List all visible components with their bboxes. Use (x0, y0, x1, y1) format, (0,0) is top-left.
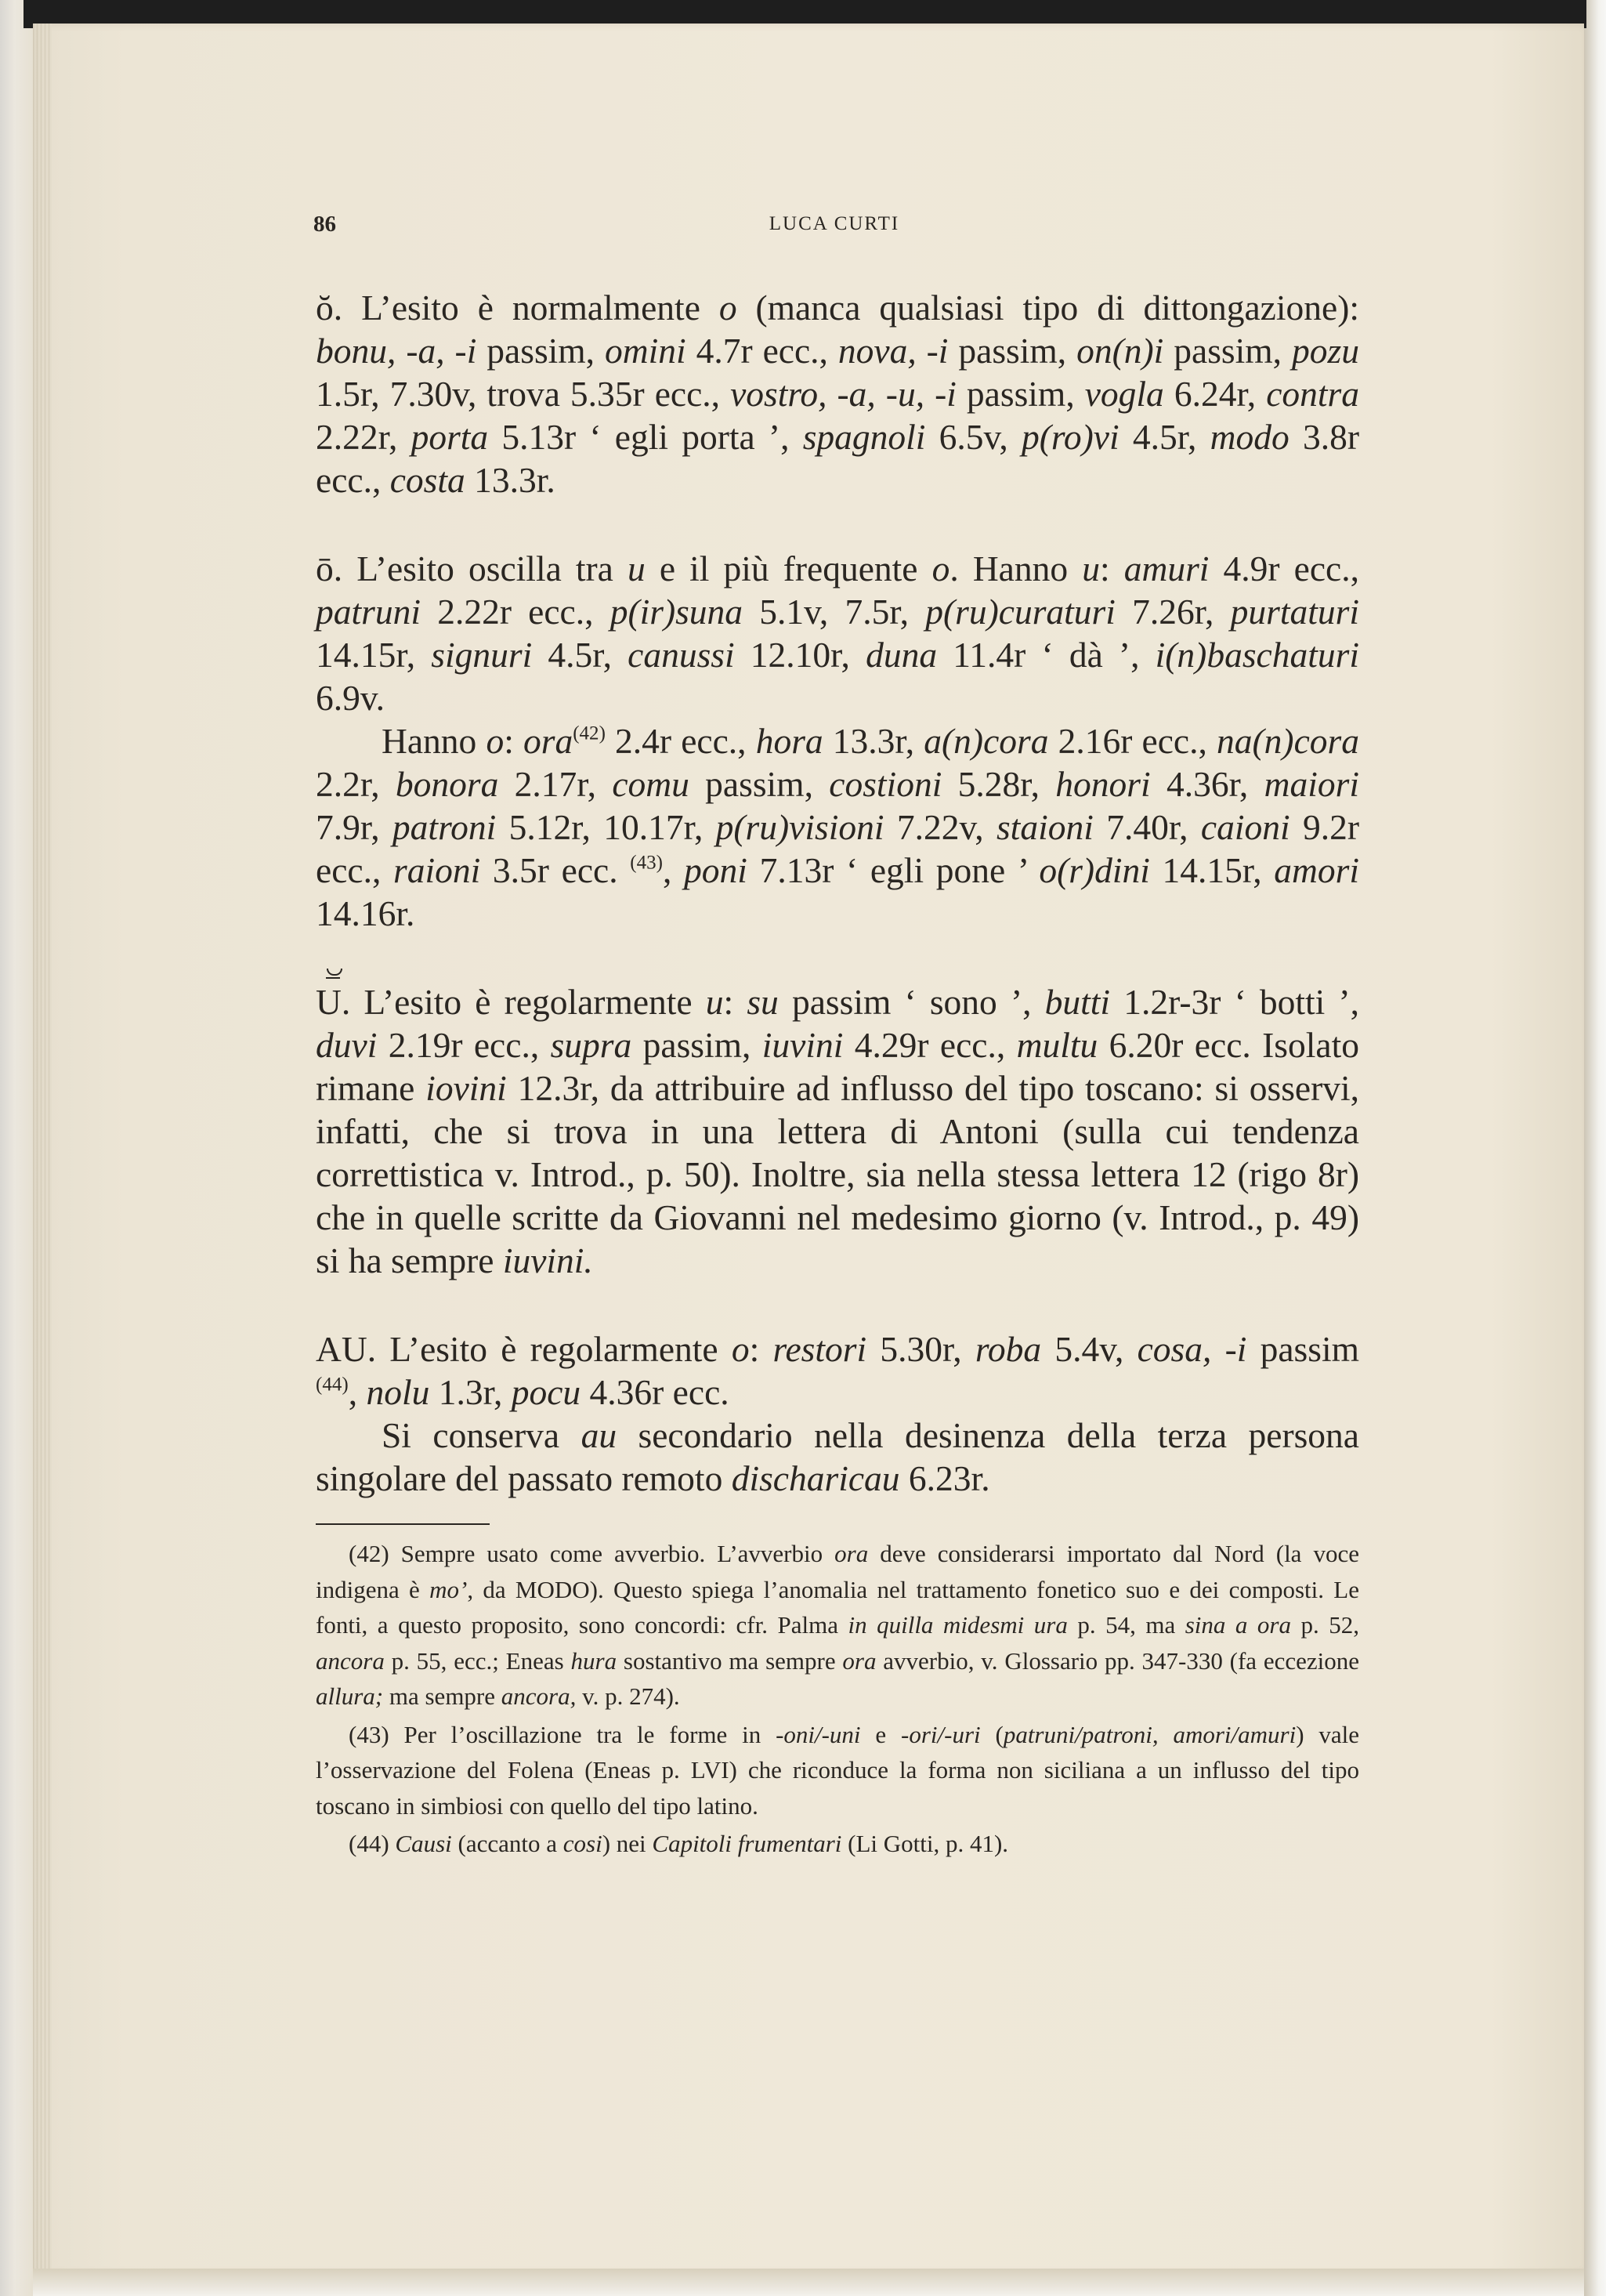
footnotes (316, 1536, 1359, 1862)
section-head: ō. (316, 549, 343, 588)
scan-background-left (0, 0, 33, 2296)
paragraph-o-long: ō. L’esito oscilla tra u e il più frequente o. Hanno u: amuri 4.9r ecc., patruni 2.22r ecc., p(ir)suna 5.1v, 7.5r, p(ru)curaturi 7.26r, purtaturi 14.15r, signuri 4.5r, canussi 12.10r, duna 11.4r ‘ dà ’, i(n)baschaturi 6.9v. (316, 549, 1359, 718)
footnote-43: (43) Per l’oscillazione tra le forme in -oni/-uni e -ori/-uri (patruni/patroni, amori/amuri) vale l’osservazione del Folena (Eneas p. LVI) che riconduce la forma non siciliana a un influsso del tipo toscano in simbiosi con quello del tipo latino. (316, 1720, 1359, 1820)
scan-background-right (1582, 0, 1606, 2296)
page-header (313, 212, 1355, 243)
running-title: LUCA CURTI (769, 213, 900, 234)
page-stack-edges (33, 24, 52, 2274)
paragraph-o-long-continued: Hanno o: ora$^{(42)}$ 2.4r ecc., hora 13.3r, a(n)cora 2.16r ecc., na(n)cora 2.2r, bonora 2.17r, comu passim, costioni 5.28r, honori 4.36r, maiori 7.9r, patroni 5.12r, 10.17r, p(ru)visioni 7.22v, staioni 7.40r, caioni 9.2r ecc., raioni 3.5r ecc. $^{(43)}$, poni 7.13r ‘ egli pone ’ o(r)dini 14.15r, amori 14.16r. (316, 721, 1359, 933)
paragraph-au: AU. L’esito è regolarmente o: restori 5.30r, roba 5.4v, cosa, -i passim $^{(44)}$, nolu 1.3r, pocu 4.36r ecc. (316, 1329, 1359, 1412)
section-head: U. (316, 982, 351, 1022)
main-text (316, 286, 1359, 1862)
page-number: 86 (313, 212, 336, 237)
footnote-ref-44: (44) (316, 1374, 349, 1396)
paragraph-o-short: ŏ. L’esito è normalmente o (manca qualsiasi tipo di dittongazione): bonu, -a, -i passim, omini 4.7r ecc., nova, -i passim, on(n)i passim, pozu 1.5r, 7.30v, trova 5.35r ecc., vostro, -a, -u, -i passim, vogla 6.24r, contra 2.22r, porta 5.13r ‘ egli porta ’, spagnoli 6.5v, p(ro)vi 4.5r, modo 3.8r ecc., costa 13.3r. (316, 288, 1359, 500)
section-head: AU. (316, 1329, 377, 1369)
paragraph-u-short: U. L’esito è regolarmente u: su passim ‘ sono ’, butti 1.2r-3r ‘ botti ’, duvi 2.19r ecc., supra passim, iuvini 4.29r ecc., multu 6.20r ecc. Isolato rimane iovini 12.3r, da attribuire ad influsso del tipo toscano: si osservi, infatti, che si trova in una lettera di Antoni (sulla cui tendenza correttistica v. Introd., p. 50). Inoltre, sia nella stessa lettera 12 (rigo 8r) che in quelle scritte da Giovanni nel medesimo giorno (v. Introd., p. 49) si ha sempre iuvini. (316, 982, 1360, 1280)
footnote-42: (42) Sempre usato come avverbio. L’avverbio ora deve considerarsi importato dal Nord (la voce indigena è mo’, da MODO). Questo spiega l’anomalia nel trattamento fonetico suo e dei composti. Le fonti, a questo proposito, sono concordi: cfr. Palma in quilla midesmi ura p. 54, ma sina a ora p. 52, ancora p. 55, ecc.; Eneas hura sostantivo ma sempre ora avverbio, v. Glossario pp. 347-330 (fa eccezione allura; ma sempre ancora, v. p. 274). (316, 1540, 1360, 1710)
section-head: ŏ. (316, 288, 343, 328)
footnote-44: (44) Causi (accanto a cosi) nei Capitoli frumentari (Li Gotti, p. 41). (349, 1830, 1009, 1857)
scan-bottom-edge (33, 2269, 1584, 2296)
footnote-ref-42: (42) (573, 722, 606, 744)
footnote-ref-43: (43) (630, 852, 663, 874)
footnote-separator (316, 1523, 490, 1525)
paragraph-au-continued: Si conserva au secondario nella desinenza della terza persona singolare del passato remoto discharicau 6.23r. (316, 1415, 1360, 1498)
